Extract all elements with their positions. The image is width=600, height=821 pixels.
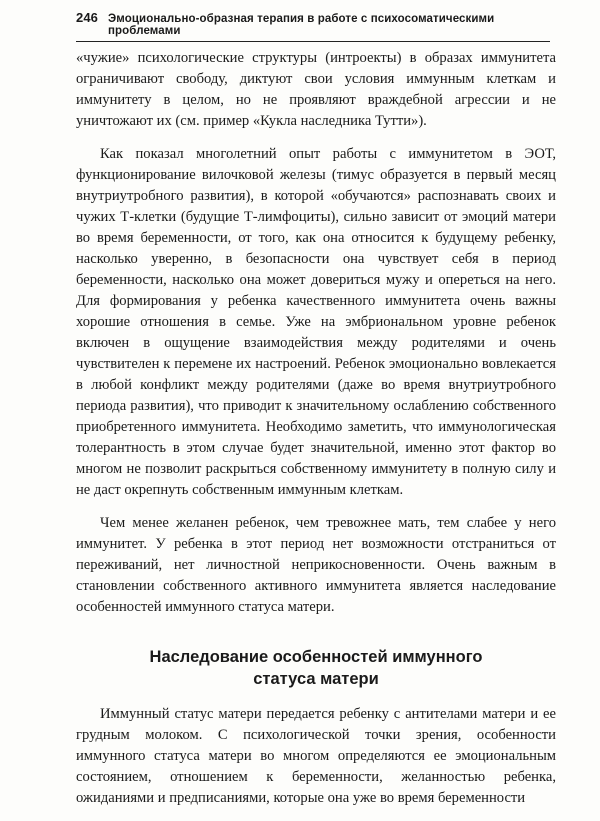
page-body bbox=[76, 48, 556, 821]
page-number: 246 bbox=[76, 10, 98, 25]
paragraph-unwanted-child: Чем менее желанен ребенок, чем тревожнее мать, тем слабее у него иммунитет. У ребенка в этот период нет возможности отстраниться от переживаний, нет личностной неприкосновенности. Очень важным в становлении собственного активного иммунитета является наследование особенностей иммунного статуса матери. bbox=[76, 515, 556, 615]
paragraph-immune-status: Иммунный статус матери передается ребенку с антителами матери и ее грудным молоком. С психологической точки зрения, особенности иммунного статуса матери во многом определяются ее эмоциональным состоянием, отношением к беременности, желанностью ребенка, ожиданиями и предписаниями, которые она уже во время беременности bbox=[76, 706, 556, 806]
section-heading-line-2: статуса матери bbox=[253, 670, 379, 688]
running-header bbox=[76, 10, 550, 42]
running-title: Эмоционально-образная терапия в работе с психосоматическими проблемами bbox=[108, 13, 495, 37]
paragraph-continuation: «чужие» психологические структуры (интроекты) в образах иммунитета ограничивают свободу, диктуют свои условия иммунным клеткам и иммунитету в целом, но не проявляют враждебной агрессии и не уничтожают их (см. пример «Кукла наследника Тутти»). bbox=[76, 50, 556, 129]
section-heading bbox=[76, 646, 556, 690]
section-heading-line-1: Наследование особенностей иммунного bbox=[149, 648, 483, 666]
paragraph-thymus: Как показал многолетний опыт работы с иммунитетом в ЭОТ, функционирование вилочковой железы (тимус образуется в первый месяц внутриутробного развития), в которой «обучаются» распознавать своих и чужих Т-клетки (будущие Т-лимфоциты), сильно зависит от эмоций матери во время беременности, от того, как она относится к будущему ребенку, насколько уверенно, в безопасности она чувствует себя в период беременности, насколько она может довериться мужу и опереться на него. Для формирования у ребенка качественного иммунитета очень важны хорошие отношения в семье. Уже на эмбриональном уровне ребенок включен в ощущение взаимодействия между родителями и очень чувствителен к перемене их настроений. Ребенок эмоционально вовлекается в любой конфликт между родителями (даже во время внутриутробного периода развития), что приводит к значительному ослаблению собственного приобретенного иммунитета. Необходимо заметить, что иммунологическая толерантность в этом случае будет значительной, именно этот фактор во многом не позволит раскрыться собственному иммунитету в полную силу и не даст окрепнуть собственным иммунным клеткам. bbox=[76, 146, 556, 498]
